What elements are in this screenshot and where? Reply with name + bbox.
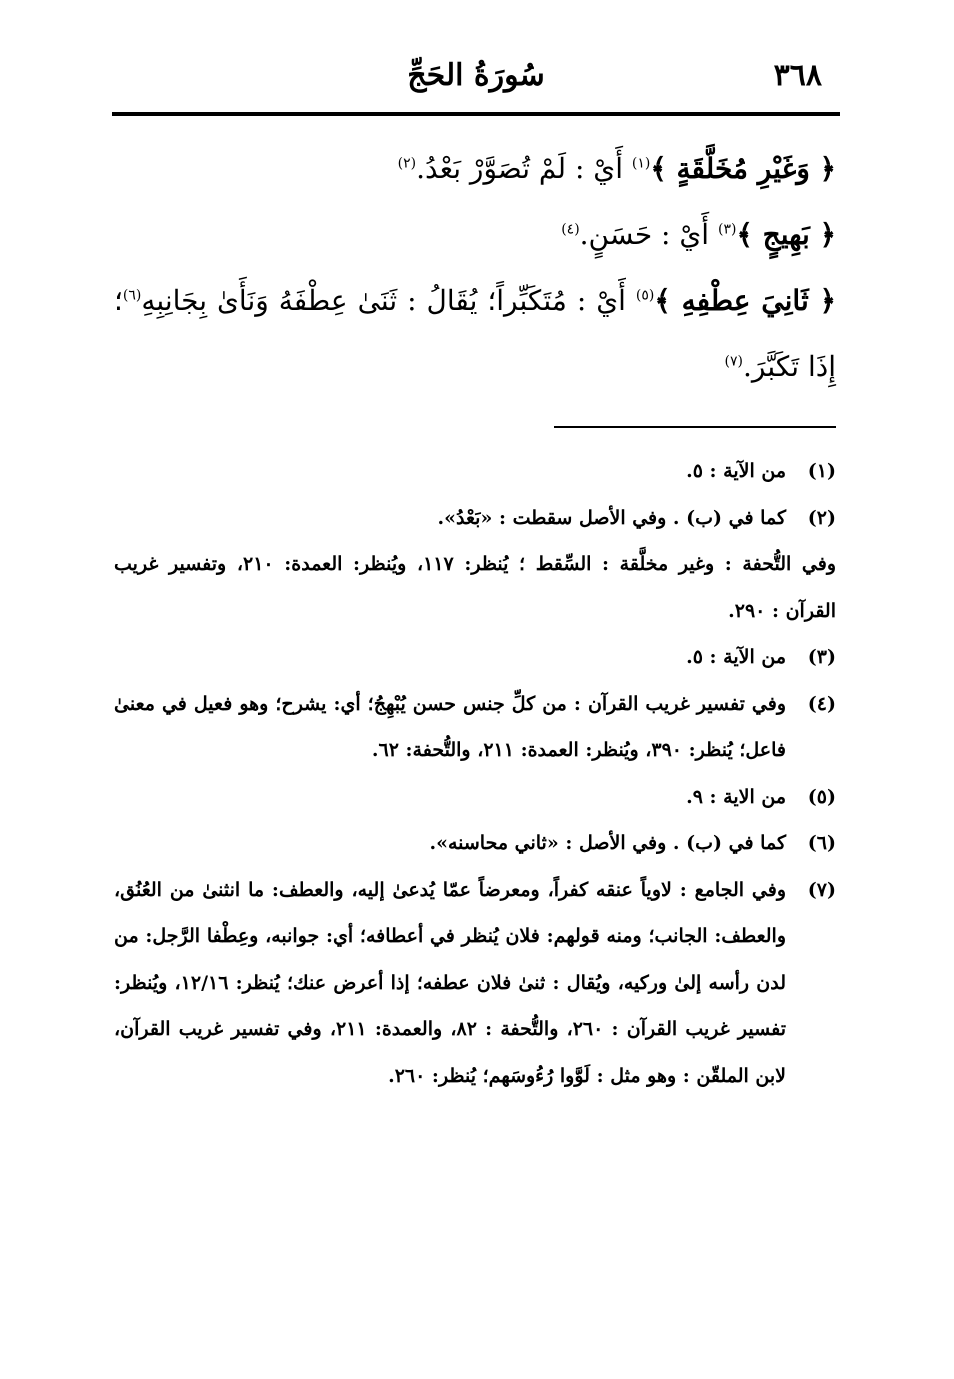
footnote-continuation: وفي التُّحفة : وغير مخلَّقة : السِّقط ؛ يُنظر: ١١٧، ويُنظر: العمدة: ٢١٠، وتفسير غريب القرآن : ٢٩٠.: [114, 553, 836, 622]
footnote-number: (٤): [807, 692, 836, 715]
footnote-text: من الآية : ٥.: [686, 646, 786, 668]
footnote: [114, 681, 836, 774]
header-rule: [112, 112, 840, 116]
page-number: ٣٦٨: [773, 58, 822, 93]
footnote-ref: (٢): [397, 155, 417, 172]
gloss-text: أَيْ : مُتَكَبِّراً؛ يُقَالُ : ثَنَىٰ عِطْفَهُ وَنَأَىٰ بِجَانِبِهِ: [141, 284, 636, 317]
footnote-ref: (٧): [724, 353, 744, 370]
footnote-ref: (٦): [122, 287, 142, 304]
footnote-text: كما في (ب) . وفي الأصل : «ثاني محاسنه».: [429, 832, 786, 854]
footnote-text: وفي الجامع : لاوياً عنقه كفراً، ومعرضاً عمّا يُدعىٰ إليه، والعطف: ما انثنىٰ من العُنُق، والعطف: الجانب؛ ومنه قولهم: فلان يُنظر في أعطافه؛ أي: جوانبه، وعِطْفا الرَّجل: من لدن رأسه إلىٰ وركيه، ويُقال : ثنىٰ فلان عطفه؛ إذا أعرض عنك؛ يُنظر: ١٢/١٦، ويُنظر: تفسير غريب القرآن : ٢٦٠، والتُّحفة : ٨٢، والعمدة: ٢١١، وفي تفسير غريب القرآن، لابن الملقّن : وهو مثل : لَوَّوا رُءُوسَهم؛ يُنظر: ٢٦٠.: [114, 878, 787, 1087]
gloss-entry: [114, 268, 836, 400]
gloss-entry: [114, 202, 836, 268]
footnote-text: من الاية : ٩.: [686, 785, 786, 808]
gloss-entry: [114, 136, 836, 202]
footnote-text: وفي تفسير غريب القرآن : من كلِّ جنس حسن يُبْهِجُ؛ أي: يشرح؛ وهو فعيل في معنىٰ فاعل؛ يُنظر: ٣٩٠، ويُنظر: العمدة: ٢١١، والتُّحفة: ٦٢.: [114, 692, 786, 761]
footnote-ref: (٣): [718, 221, 737, 238]
footnote: [114, 634, 836, 681]
page-header: [112, 58, 840, 108]
gloss-text: ؛ إِذَا تَكَبَّرَ.: [114, 284, 836, 383]
footnote-number: (٣): [807, 646, 836, 668]
footnote-ref: (١): [631, 155, 651, 172]
footnote-number: (١): [807, 460, 836, 482]
footnote: [114, 495, 836, 542]
footnote: [114, 820, 836, 867]
footnote-number: (٧): [807, 878, 836, 901]
footnotes: [114, 448, 836, 1099]
footnote: [114, 774, 836, 821]
footnote-text: من الآية : ٥.: [686, 460, 786, 482]
footnote-number: (٥): [807, 785, 836, 808]
quranic-term: ﴿ ثَانِيَ عِطْفِهِ ﴾: [654, 284, 836, 317]
footnote-number: (٦): [807, 832, 836, 854]
footnote-ref: (٤): [561, 221, 580, 238]
footnote: [114, 867, 836, 1100]
quranic-term: ﴿ بَهِيجٍ ﴾: [736, 218, 836, 251]
gloss-text: أَيْ : لَمْ تُصَوَّرْ بَعْدُ.: [416, 152, 632, 185]
footnote: [114, 448, 836, 495]
footnote-number: (٢): [807, 506, 836, 529]
chapter-title: سُورَةُ الحَجِّ: [407, 58, 545, 93]
footnote-separator: [554, 426, 836, 428]
main-text: [114, 136, 836, 400]
gloss-text: أَيْ : حَسَنٍ.: [579, 218, 718, 251]
quranic-term: ﴿ وَغَيْرِ مُخَلَّقَةٍ ﴾: [650, 152, 836, 185]
footnote-text: كما في (ب) . وفي الأصل سقطت : «بَعْدُ».: [437, 506, 786, 529]
footnote-ref: (٥): [635, 287, 655, 304]
